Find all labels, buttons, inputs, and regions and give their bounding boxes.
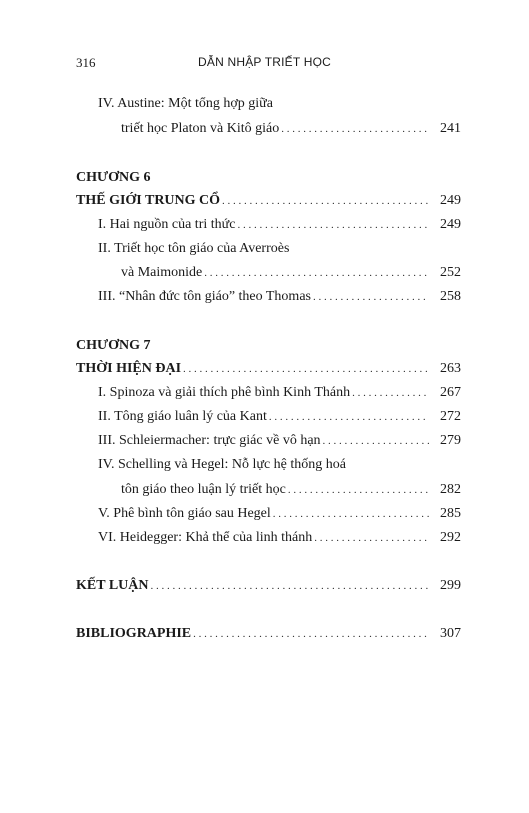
toc-bibliography[interactable]	[76, 626, 461, 646]
dot-leader	[237, 217, 429, 233]
toc-label: III. “Nhân đức tôn giáo” theo Thomas	[98, 289, 311, 304]
toc-entry-line1	[98, 457, 461, 477]
toc-chapter-7-title[interactable]	[76, 361, 461, 381]
toc-page-number: 252	[440, 265, 461, 280]
toc-entry[interactable]	[98, 289, 461, 309]
toc-label: tôn giáo theo luận lý triết học	[121, 482, 286, 497]
toc-label: III. Schleiermacher: trực giác về vô hạn	[98, 433, 321, 448]
chapter-heading	[76, 170, 461, 190]
toc-label: BIBLIOGRAPHIE	[76, 626, 192, 641]
chapter-7-heading: CHƯƠNG 7	[76, 338, 151, 353]
toc-label: KẾT LUẬN	[76, 578, 149, 593]
toc-entry[interactable]	[98, 433, 461, 453]
toc-page-number: 258	[440, 289, 461, 304]
toc-label: V. Phê bình tôn giáo sau Hegel	[98, 506, 271, 521]
toc-label: THỜI HIỆN ĐẠI	[76, 361, 182, 376]
dot-leader	[323, 433, 429, 449]
toc-page-number: 272	[440, 409, 461, 424]
toc-entry[interactable]	[121, 265, 461, 285]
toc-page-number: 267	[440, 385, 461, 400]
toc-page-number: 249	[440, 217, 461, 232]
toc-page-number: 249	[440, 193, 461, 208]
toc-page-number: 292	[440, 530, 461, 545]
page-number: 316	[76, 55, 96, 70]
toc-label: I. Hai nguồn của tri thức	[98, 217, 236, 232]
toc-label: THẾ GIỚI TRUNG CỔ	[76, 193, 221, 208]
toc-chapter-6-title[interactable]	[76, 193, 461, 213]
toc-label: IV. Schelling và Hegel: Nỗ lực hệ thống hoá	[98, 457, 347, 472]
toc-entry-austine[interactable]	[121, 121, 461, 141]
toc-label: và Maimonide	[121, 265, 203, 280]
toc-label: VI. Heidegger: Khả thể của linh thánh	[98, 530, 313, 545]
dot-leader	[222, 193, 429, 209]
toc-entry[interactable]	[98, 217, 461, 237]
toc-entry[interactable]	[98, 385, 461, 405]
toc-entry-line1	[98, 241, 461, 261]
dot-leader	[193, 626, 429, 642]
dot-leader	[352, 385, 429, 401]
chapter-heading	[76, 338, 461, 358]
toc-page-number: 285	[440, 506, 461, 521]
dot-leader	[183, 361, 429, 377]
toc-label: triết học Platon và Kitô giáo	[121, 121, 280, 136]
toc-page-number: 279	[440, 433, 461, 448]
toc-label: II. Tông giáo luân lý của Kant	[98, 409, 267, 424]
dot-leader	[288, 482, 429, 498]
dot-leader	[314, 530, 429, 546]
dot-leader	[281, 121, 429, 137]
toc-entry-austine-line1	[98, 96, 461, 116]
toc-page-number: 282	[440, 482, 461, 497]
toc-page-number: 307	[440, 626, 461, 641]
toc-entry[interactable]	[98, 409, 461, 429]
running-head: DẪN NHẬP TRIẾT HỌC	[198, 55, 331, 69]
toc-conclusion[interactable]	[76, 578, 461, 598]
dot-leader	[313, 289, 429, 305]
toc-label: II. Triết học tôn giáo của Averroès	[98, 241, 290, 256]
toc-page-number: 263	[440, 361, 461, 376]
toc-page-number: 299	[440, 578, 461, 593]
dot-leader	[273, 506, 429, 522]
dot-leader	[204, 265, 429, 281]
dot-leader	[269, 409, 429, 425]
toc-label: I. Spinoza và giải thích phê bình Kinh Thánh	[98, 385, 351, 400]
chapter-6-heading: CHƯƠNG 6	[76, 170, 151, 185]
dot-leader	[150, 578, 429, 594]
toc-page-number: 241	[440, 121, 461, 136]
toc-label: IV. Austine: Một tổng hợp giữa	[98, 96, 273, 111]
toc-entry[interactable]	[98, 506, 461, 526]
toc-entry[interactable]	[98, 530, 461, 550]
toc-entry[interactable]	[121, 482, 461, 502]
